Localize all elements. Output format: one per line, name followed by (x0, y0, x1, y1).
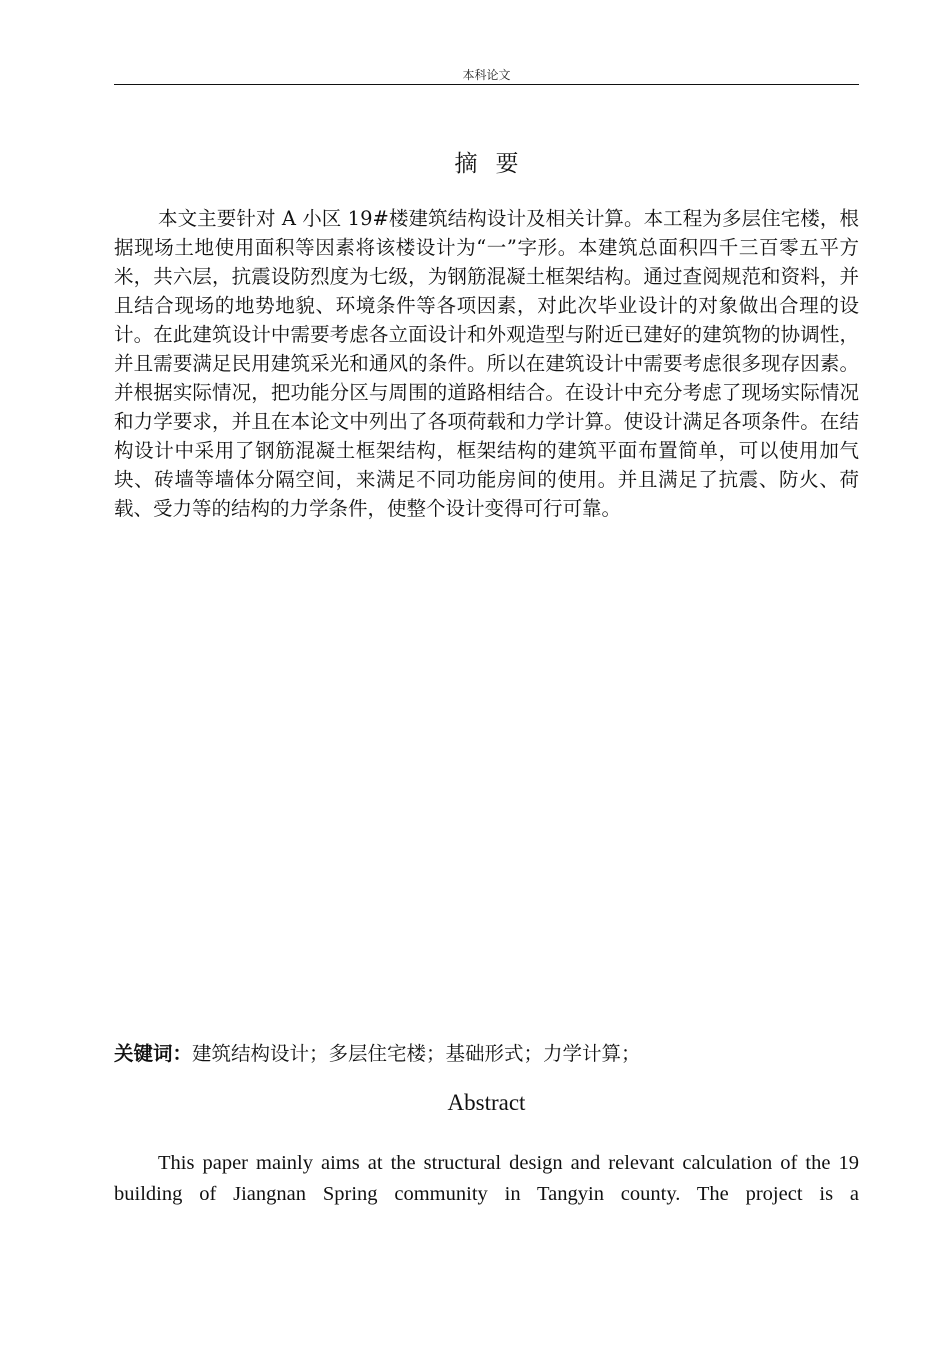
header-rule (114, 84, 859, 85)
keywords-line (114, 1040, 859, 1068)
abstract-cn-body: 本文主要针对 A 小区 19#楼建筑结构设计及相关计算。本工程为多层住宅楼，根据现场土地使用面积等因素将该楼设计为“一”字形。本建筑总面积四千三百零五平方米，共六层，抗震设防烈度为七级，为钢筋混凝土框架结构。通过查阅规范和资料，并且结合现场的地势地貌、环境条件等各项因素，对此次毕业设计的对象做出合理的设计。在此建筑设计中需要考虑各立面设计和外观造型与附近已建好的建筑物的协调性，并且需要满足民用建筑采光和通风的条件。所以在建筑设计中需要考虑很多现存因素。并根据实际情况，把功能分区与周围的道路相结合。在设计中充分考虑了现场实际情况和力学要求，并且在本论文中列出了各项荷载和力学计算。使设计满足各项条件。在结构设计中采用了钢筋混凝土框架结构，框架结构的建筑平面布置简单，可以使用加气块、砖墙等墙体分隔空间，来满足不同功能房间的使用。并且满足了抗震、防火、荷载、受力等的结构的力学条件，使整个设计变得可行可靠。 (114, 207, 859, 520)
abstract-cn-title: 摘要 (454, 151, 537, 177)
keywords-text: 建筑结构设计；多层住宅楼；基础形式；力学计算； (192, 1042, 641, 1065)
keywords-label: 关键词： (114, 1042, 193, 1065)
abstract-en-body: This paper mainly aims at the structural design and relevant calculation of the 19 building of Jiangnan Spring community in Tangyin county. The project is a (114, 1152, 859, 1205)
running-header: 本科论文 (462, 68, 511, 82)
abstract-en-title: Abstract (447, 1090, 526, 1115)
